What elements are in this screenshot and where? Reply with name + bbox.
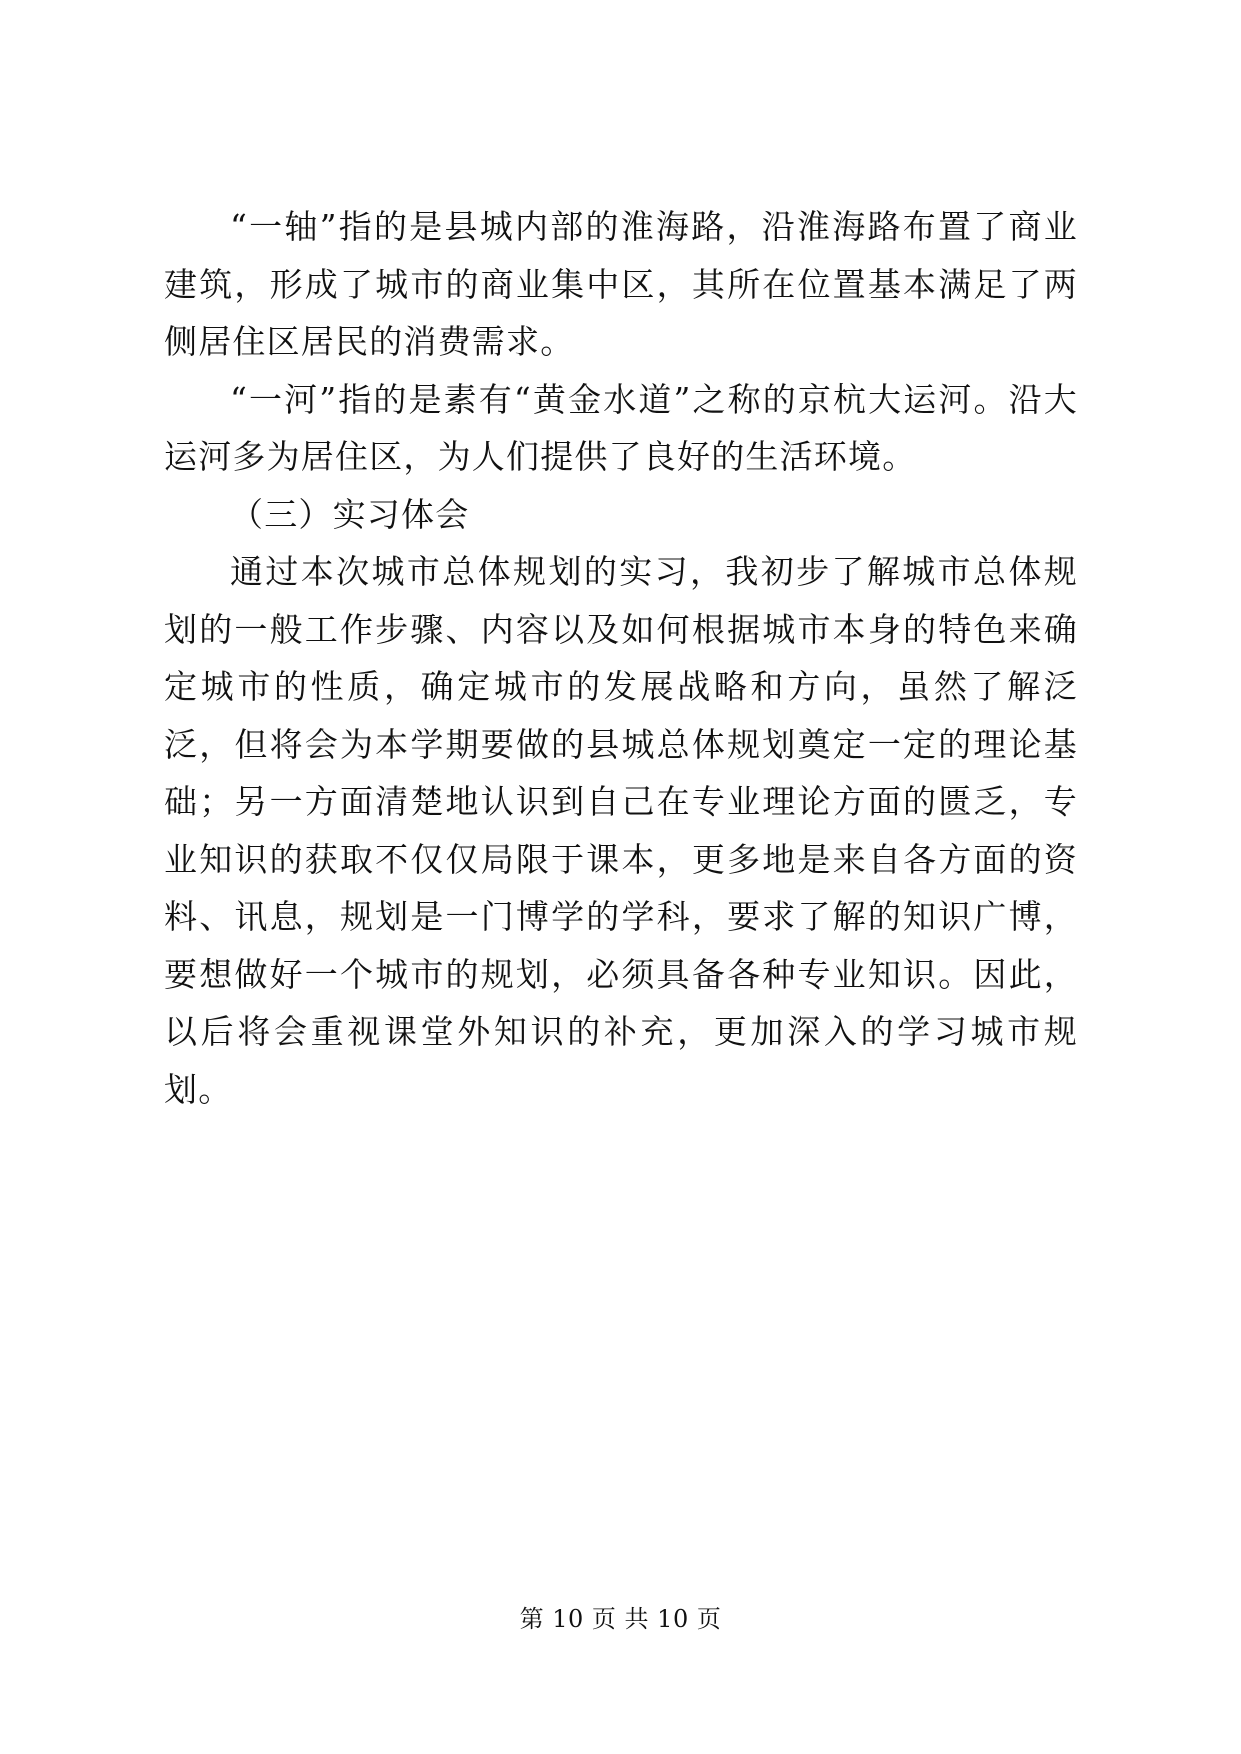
document-body [164, 198, 1078, 1118]
paragraph-internship-reflection: 通过本次城市总体规划的实习，我初步了解城市总体规划的一般工作步骤、内容以及如何根据城市本身的特色来确定城市的性质，确定城市的发展战略和方向，虽然了解泛泛，但将会为本学期要做的县城总体规划奠定一定的理论基础；另一方面清楚地认识到自己在专业理论方面的匮乏，专业知识的获取不仅仅局限于课本，更多地是来自各方面的资料、讯息，规划是一门博学的学科，要求了解的知识广博，要想做好一个城市的规划，必须具备各种专业知识。因此，以后将会重视课堂外知识的补充，更加深入的学习城市规划。 [164, 552, 1078, 1109]
paragraph-one-axis: “一轴”指的是县城内部的淮海路，沿淮海路布置了商业建筑，形成了城市的商业集中区，其所在位置基本满足了两侧居住区居民的消费需求。 [164, 207, 1078, 361]
paragraph-one-river: “一河”指的是素有“黄金水道”之称的京杭大运河。沿大运河多为居住区，为人们提供了良好的生活环境。 [164, 379, 1078, 476]
page-number-footer: 第 10 页 共 10 页 [519, 1605, 722, 1633]
section-heading: （三）实习体会 [230, 494, 470, 534]
